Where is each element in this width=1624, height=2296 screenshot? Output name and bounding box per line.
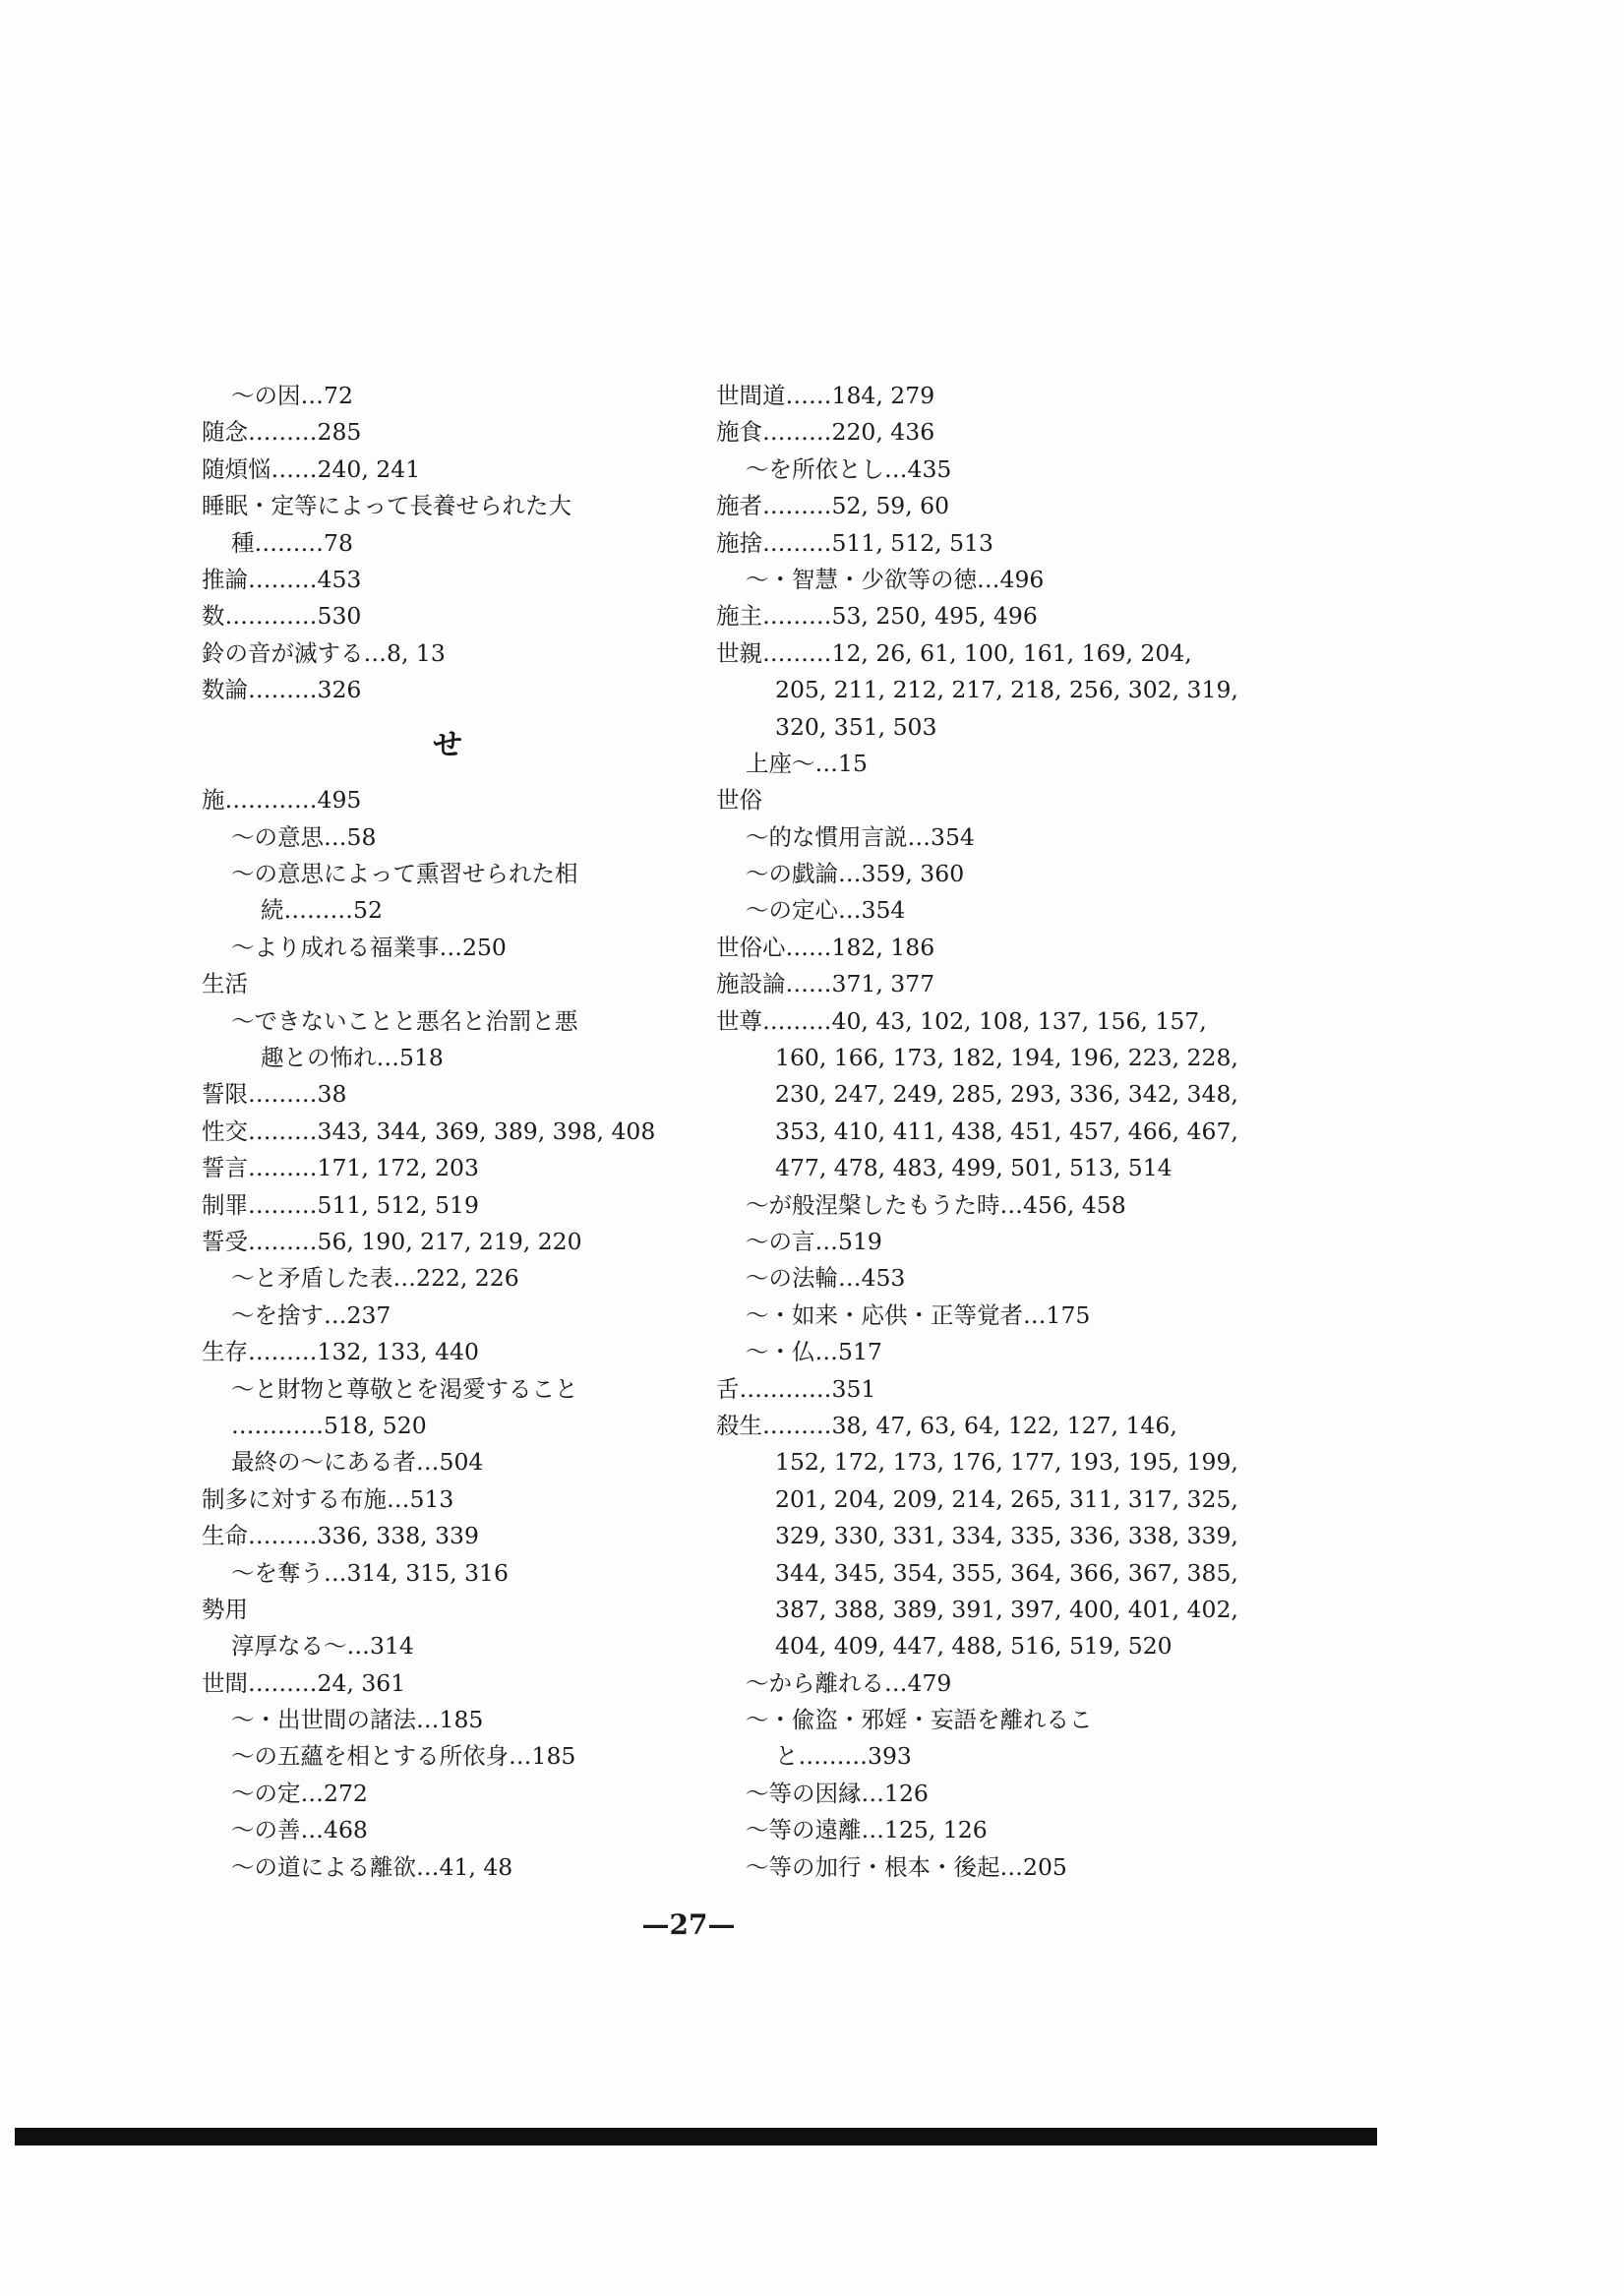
index-column-left: [202, 378, 654, 1886]
index-entry: 世俗心……182, 186: [716, 933, 935, 961]
index-entry: 205, 211, 212, 217, 218, 256, 302, 319,: [775, 676, 1238, 704]
index-entry: ～・出世間の諸法…185: [231, 1706, 484, 1734]
index-entry: 世尊………40, 43, 102, 108, 137, 156, 157,: [716, 1006, 1207, 1035]
index-entry: 160, 166, 173, 182, 194, 196, 223, 228,: [775, 1044, 1238, 1072]
index-entry: ～を捨す…237: [231, 1300, 391, 1329]
index-entry: 353, 410, 411, 438, 451, 457, 466, 467,: [775, 1117, 1238, 1145]
index-entry: ～が般涅槃したもうた時…456, 458: [746, 1190, 1126, 1219]
index-entry: ～の意思…58: [231, 822, 377, 851]
index-entry: 320, 351, 503: [775, 712, 937, 741]
index-entry: ～の善…468: [231, 1816, 368, 1844]
index-entry: 誓言………171, 172, 203: [202, 1154, 479, 1182]
index-entry: ～の五蘊を相とする所依身…185: [231, 1742, 576, 1771]
index-entry: 344, 345, 354, 355, 364, 366, 367, 385,: [775, 1558, 1238, 1587]
index-entry: 404, 409, 447, 488, 516, 519, 520: [775, 1632, 1173, 1661]
index-entry: 230, 247, 249, 285, 293, 336, 342, 348,: [775, 1080, 1238, 1109]
index-entry: 生存………132, 133, 440: [202, 1338, 479, 1366]
index-entry: 趣との怖れ…518: [261, 1044, 444, 1072]
index-entry: ～と財物と尊敬とを渇愛すること: [231, 1374, 578, 1403]
index-entry: 睡眠・定等によって長養せられた大: [202, 492, 571, 520]
index-entry: ～等の因縁…126: [746, 1779, 929, 1807]
index-entry: 舌…………351: [716, 1374, 876, 1403]
index-entry: 種………78: [231, 528, 353, 557]
index-entry: 生命………336, 338, 339: [202, 1522, 479, 1550]
index-entry: 329, 330, 331, 334, 335, 336, 338, 339,: [775, 1522, 1238, 1550]
index-entry: 387, 388, 389, 391, 397, 400, 401, 402,: [775, 1595, 1238, 1623]
index-entry: ～の定心…354: [746, 896, 906, 925]
index-entry: 鈴の音が滅する…8, 13: [202, 638, 446, 667]
section-heading: せ: [433, 727, 462, 762]
index-entry: 施設論……371, 377: [716, 970, 935, 998]
index-entry: 最終の～にある者…504: [231, 1448, 484, 1477]
index-entry: 制多に対する布施…513: [202, 1484, 454, 1513]
index-entry: 施捨………511, 512, 513: [716, 528, 993, 557]
index-entry: ～を奪う…314, 315, 316: [231, 1558, 509, 1587]
index-entry: ～できないことと悪名と治罰と悪: [231, 1006, 578, 1035]
index-entry: ～等の遠離…125, 126: [746, 1816, 988, 1844]
index-entry: 施者………52, 59, 60: [716, 492, 950, 520]
index-column-right: [716, 378, 1238, 1886]
index-entry: ～を所依とし…435: [746, 454, 952, 483]
index-entry: 随念………285: [202, 418, 362, 447]
index-entry: ～・仏…517: [746, 1338, 882, 1366]
index-entry: ～の因…72: [231, 382, 353, 409]
index-entry: ～の定…272: [231, 1779, 368, 1807]
index-entry: 世俗: [716, 786, 762, 815]
index-entry: 殺生………38, 47, 63, 64, 122, 127, 146,: [716, 1411, 1177, 1439]
index-entry: 誓限………38: [202, 1080, 347, 1109]
index-entry: ～・智慧・少欲等の徳…496: [746, 565, 1045, 593]
index-entry: ～から離れる…479: [746, 1668, 952, 1697]
index-entry: ～の道による離欲…41, 48: [231, 1852, 513, 1881]
index-entry: 勢用: [202, 1595, 248, 1623]
index-entry: 世親………12, 26, 61, 100, 161, 169, 204,: [716, 638, 1192, 667]
index-entry: ～等の加行・根本・後起…205: [746, 1852, 1067, 1881]
scan-edge-bar: [15, 2128, 1377, 2145]
index-entry: ～の言…519: [746, 1227, 882, 1255]
index-entry: 淳厚なる～…314: [231, 1632, 414, 1661]
index-entry: 世間道……184, 279: [716, 382, 935, 409]
index-entry: 数…………530: [202, 602, 362, 631]
index-entry: 制罪………511, 512, 519: [202, 1190, 479, 1219]
index-entry: ～の戯論…359, 360: [746, 860, 965, 888]
index-entry: 性交………343, 344, 369, 389, 398, 408: [202, 1117, 656, 1145]
index-entry: …………518, 520: [231, 1411, 427, 1439]
index-entry: 推論………453: [202, 565, 362, 593]
index-entry: 続………52: [261, 896, 383, 925]
index-entry: 施…………495: [202, 786, 362, 815]
index-entry: ～の意思によって熏習せられた相: [231, 860, 578, 888]
index-entry: 生活: [202, 970, 248, 998]
index-entry: 201, 204, 209, 214, 265, 311, 317, 325,: [775, 1484, 1238, 1513]
index-entry: ～の法輪…453: [746, 1264, 906, 1293]
index-entry: 誓受………56, 190, 217, 219, 220: [202, 1228, 582, 1255]
index-entry: 随煩悩……240, 241: [202, 454, 421, 483]
index-entry: ～と矛盾した表…222, 226: [231, 1264, 519, 1293]
index-entry: 数論………326: [202, 676, 362, 704]
index-entry: 施食………220, 436: [716, 418, 935, 447]
index-entry: ～的な慣用言説…354: [746, 822, 975, 851]
index-entry: 477, 478, 483, 499, 501, 513, 514: [775, 1154, 1173, 1182]
page-number: —27—: [641, 1908, 736, 1941]
index-entry: ～・偸盗・邪婬・妄語を離れるこ: [746, 1706, 1093, 1734]
index-entry: と………393: [775, 1742, 912, 1771]
index-entry: 上座～…15: [746, 749, 868, 777]
index-entry: 152, 172, 173, 176, 177, 193, 195, 199,: [775, 1448, 1238, 1477]
index-entry: ～・如来・応供・正等覚者…175: [746, 1300, 1091, 1329]
index-entry: ～より成れる福業事…250: [231, 933, 507, 961]
index-entry: 世間………24, 361: [202, 1668, 406, 1697]
index-entry: 施主………53, 250, 495, 496: [716, 602, 1038, 631]
